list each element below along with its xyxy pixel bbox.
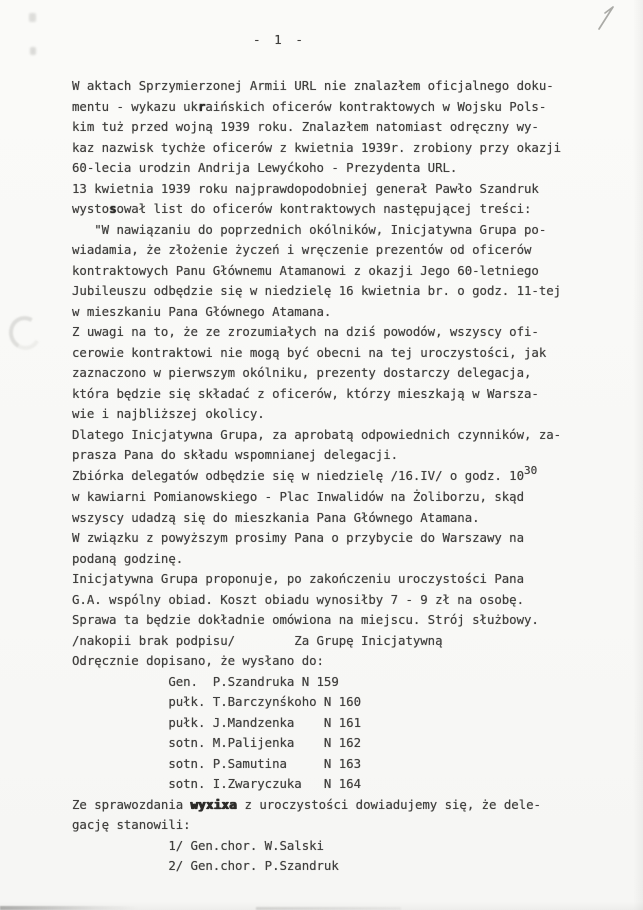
text-line: 1/ Gen.chor. W.Salski (72, 837, 324, 853)
document-lines (72, 76, 612, 877)
text-line: kaz nazwisk tychże oficerów z kwietnia 1939r. zrobiony przy okazji (72, 139, 562, 155)
text-line: Sprawa ta będzie dokładnie omówiona na miejscu. Strój służbowy. (72, 612, 539, 627)
punch-hole-mark (5, 312, 45, 353)
text-line: podaną godzinę. (72, 550, 184, 566)
text-line: Odręcznie dopisano, że wysłano do: (72, 653, 324, 668)
text-line: wie i najbliższej okolicy. (72, 406, 265, 421)
text-line: Z uwagi na to, że ze zrozumiałych na dziś powodów, wszyscy ofi- (72, 324, 539, 339)
text-line: sotn. M.Palijenka N 162 (72, 735, 361, 750)
text-line: mentu - wykazu ukraińskich oficerów kontraktowych w Wojsku Pols- (72, 98, 547, 114)
scan-smudge (30, 47, 36, 55)
pencil-stroke-icon (594, 3, 620, 33)
page-number: - 1 - (253, 32, 306, 47)
text-line: która będzie się składać z oficerów, którzy mieszkają w Warsza- (72, 385, 539, 401)
text-line: Ze sprawozdania wyxixa z uroczystości dowiadujemy się, że dele- (72, 796, 541, 812)
scan-edge-shadow (0, 906, 138, 910)
text-line: W aktach Sprzymierzonej Armii URL nie znalazłem oficjalnego doku- (72, 78, 554, 93)
text-line: wystosował list do oficerów kontraktowych następującej treści: (72, 201, 532, 216)
text-line: pułk. T.Barczynśkoho N 160 (72, 694, 361, 709)
text-line: Dlatego Inicjatywna Grupa, za aprobatą odpowiednich czynników, za- (72, 426, 562, 442)
text-line: pułk. J.Mandzenka N 161 (72, 714, 361, 730)
text-line: zaznaczono w pierwszym okólniku, prezenty dostarczy delegacja, (72, 365, 532, 380)
text-line: 60-lecia urodzin Andrija Lewyćkoho - Prezydenta URL. (72, 160, 458, 175)
scan-smudge (29, 13, 36, 22)
text-line: G.A. wspólny obiad. Koszt obiadu wynosiłby 7 - 9 zł na osobę. (72, 591, 524, 607)
text-line: sotn. P.Samutina N 163 (72, 755, 361, 771)
text-line: Zbiórka delegatów odbędzie się w niedzielę /16.IV/ o godz. 1030 (72, 463, 538, 483)
text-line: W związku z powyższym prosimy Pana o przybycie do Warszawy na (72, 530, 524, 545)
text-line: "W nawiązaniu do poprzednich okólników, Inicjatywna Grupa po- (72, 221, 547, 237)
text-line: wszyscy udadzą się do mieszkania Pana Głównego Atamana. (72, 509, 480, 525)
text-line: Jubileuszu odbędzie się w niedzielę 16 kwietnia br. o godz. 11-tej (72, 283, 562, 298)
text-line: kim tuż przed wojną 1939 roku. Znalazłem natomiast odręczny wy- (72, 119, 539, 134)
text-line: Inicjatywna Grupa proponuje, po zakończeniu uroczystości Pana (72, 571, 524, 586)
text-line: w mieszkaniu Pana Głównego Atamana. (72, 303, 332, 319)
text-line: w kawiarni Pomianowskiego - Plac Inwalidów na Żoliborzu, skąd (72, 489, 524, 504)
handwritten-page-number (594, 3, 620, 33)
text-line: /nakopii brak podpisu/ Za Grupę Inicjatywną (72, 632, 443, 648)
text-line: cerowie kontraktowi nie mogą być obecni na tej uroczystości, jak (72, 344, 547, 360)
text-line: sotn. I.Zwaryczuka N 164 (72, 776, 361, 791)
scan-edge-shadow (633, 0, 643, 910)
text-line: 2/ Gen.chor. P.Szandruk (72, 858, 339, 873)
text-line: gację stanowili: (72, 817, 191, 832)
text-line: 13 kwietnia 1939 roku najprawdopodobniej generał Pawło Szandruk (72, 180, 539, 196)
text-line: wiadamia, że złożenie życzeń i wręczenie prezentów od oficerów (72, 242, 532, 257)
text-line: kontraktowych Panu Głównemu Atamanowi z okazji Jego 60-letniego (72, 262, 539, 278)
text-line: prasza Pana do składu wspomnianej delegacji. (72, 447, 399, 462)
text-line: Gen. P.Szandruka N 159 (72, 673, 339, 689)
